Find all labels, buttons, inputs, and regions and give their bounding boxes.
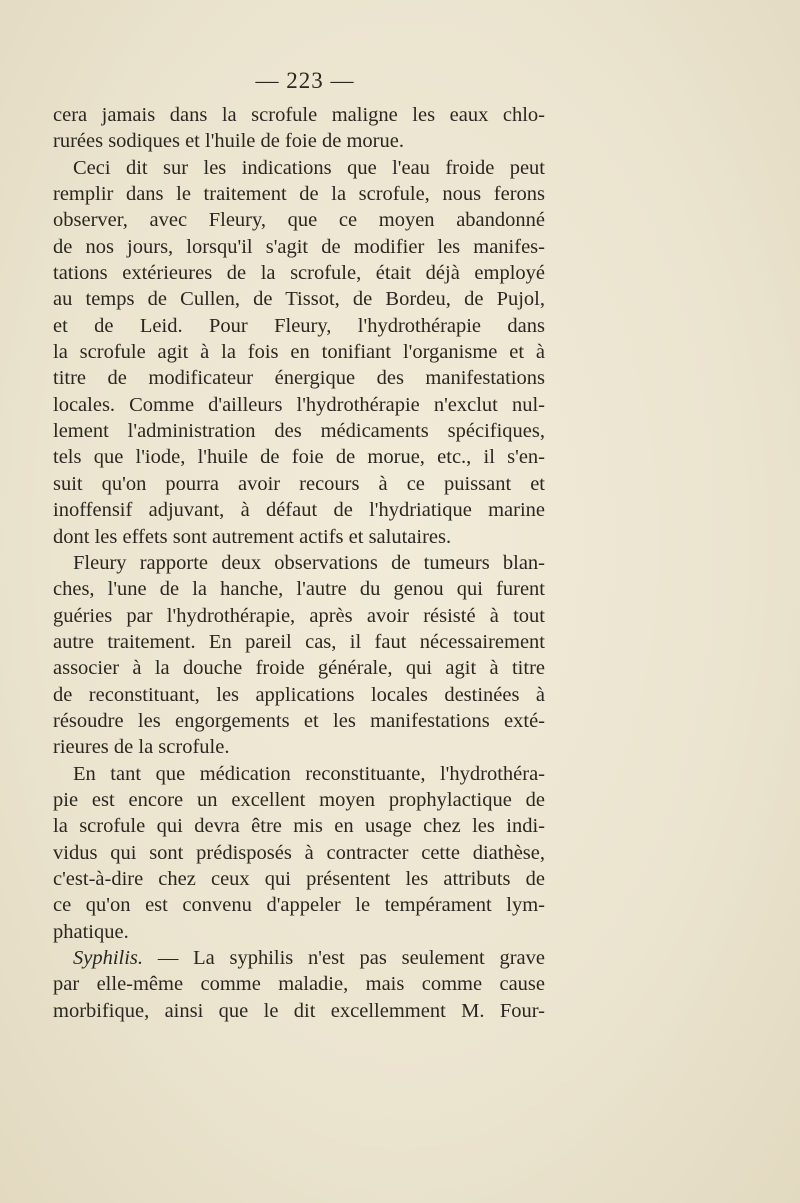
text-line-content: résoudre les engorgements et les manifestations exté-	[53, 709, 545, 732]
text-line	[53, 919, 545, 945]
text-line	[53, 471, 545, 497]
text-line-content: par elle-même comme maladie, mais comme cause	[53, 973, 545, 996]
text-line-content: c'est-à-dire chez ceux qui présentent les attributs de	[53, 867, 545, 890]
text-line	[53, 708, 545, 734]
text-line	[53, 840, 545, 866]
text-line-content: pie est encore un excellent moyen prophylactique de	[53, 788, 545, 811]
text-line-content: — La syphilis n'est pas seulement grave	[157, 947, 545, 969]
text-line	[53, 444, 545, 470]
text-line	[53, 339, 545, 365]
text-line	[53, 576, 545, 602]
text-line-content: suit qu'on pourra avoir recours à ce puissant et	[53, 472, 545, 495]
text-line	[53, 550, 545, 576]
section-heading-syphilis: Syphilis.	[73, 947, 144, 969]
text-line-content: ce qu'on est convenu d'appeler le tempérament lym-	[53, 894, 545, 917]
text-line-content: rieures de la scrofule.	[53, 736, 230, 759]
text-line	[53, 286, 545, 312]
text-line-content: de reconstituant, les applications locales destinées à	[53, 683, 545, 706]
text-line-content: tels que l'iode, l'huile de foie de morue, etc., il s'en-	[53, 446, 545, 469]
text-line-content: tations extérieures de la scrofule, était déjà employé	[53, 262, 545, 285]
text-line	[53, 945, 545, 971]
text-line	[53, 998, 545, 1024]
text-line	[53, 866, 545, 892]
text-line	[53, 971, 545, 997]
text-line-content: Fleury rapporte deux observations de tumeurs blan-	[73, 551, 545, 574]
text-line	[53, 392, 545, 418]
text-line	[53, 497, 545, 523]
text-line-content: ches, l'une de la hanche, l'autre du genou qui furent	[53, 578, 545, 601]
text-line	[53, 734, 545, 760]
text-line	[53, 260, 545, 286]
text-line-content: lement l'administration des médicaments spécifiques,	[53, 420, 545, 443]
text-line-content: et de Leid. Pour Fleury, l'hydrothérapie dans	[53, 314, 545, 337]
text-line-content: remplir dans le traitement de la scrofule, nous ferons	[53, 183, 545, 206]
text-line-content: au temps de Cullen, de Tissot, de Bordeu, de Pujol,	[53, 288, 545, 311]
text-line	[53, 418, 545, 444]
text-line	[53, 629, 545, 655]
page-number: — 223 —	[255, 68, 355, 93]
text-line	[53, 603, 545, 629]
text-line-content: associer à la douche froide générale, qui agit à titre	[53, 657, 545, 680]
text-line	[53, 813, 545, 839]
text-line-content: Ceci dit sur les indications que l'eau froide peut	[73, 156, 545, 179]
text-line	[53, 313, 545, 339]
text-line	[53, 365, 545, 391]
text-line-content: phatique.	[53, 920, 129, 943]
body-text	[53, 102, 545, 1024]
text-line-content: cera jamais dans la scrofule maligne les eaux chlo-	[53, 104, 545, 126]
text-line	[53, 524, 545, 550]
text-line	[53, 155, 545, 181]
text-line-content: titre de modificateur énergique des manifestations	[53, 367, 545, 390]
text-line-content: autre traitement. En pareil cas, il faut nécessairement	[53, 630, 545, 653]
text-line	[53, 787, 545, 813]
text-line-content: guéries par l'hydrothérapie, après avoir résisté à tout	[53, 604, 545, 627]
text-line	[53, 655, 545, 681]
text-line-content: rurées sodiques et l'huile de foie de morue.	[53, 130, 404, 153]
text-line-content: En tant que médication reconstituante, l'hydrothéra-	[73, 762, 545, 785]
text-line	[53, 682, 545, 708]
text-line-content: vidus qui sont prédisposés à contracter cette diathèse,	[53, 841, 545, 864]
text-line	[53, 761, 545, 787]
text-line	[53, 181, 545, 207]
text-line	[53, 207, 545, 233]
text-line-content: observer, avec Fleury, que ce moyen abandonné	[53, 209, 545, 232]
text-line-content: morbifique, ainsi que le dit excellemment M. Four-	[53, 999, 545, 1022]
text-line	[53, 128, 545, 154]
text-line-content: la scrofule qui devra être mis en usage chez les indi-	[53, 815, 545, 838]
text-line-content: locales. Comme d'ailleurs l'hydrothérapie n'exclut nul-	[53, 393, 545, 416]
text-line-content: de nos jours, lorsqu'il s'agit de modifier les manifes-	[53, 235, 545, 258]
text-line	[53, 234, 545, 260]
text-line-content: dont les effets sont autrement actifs et salutaires.	[53, 525, 452, 548]
text-line-content: la scrofule agit à la fois en tonifiant l'organisme et à	[53, 341, 545, 364]
text-line	[53, 892, 545, 918]
text-line-content: inoffensif adjuvant, à défaut de l'hydriatique marine	[53, 499, 545, 522]
text-line	[53, 102, 545, 128]
